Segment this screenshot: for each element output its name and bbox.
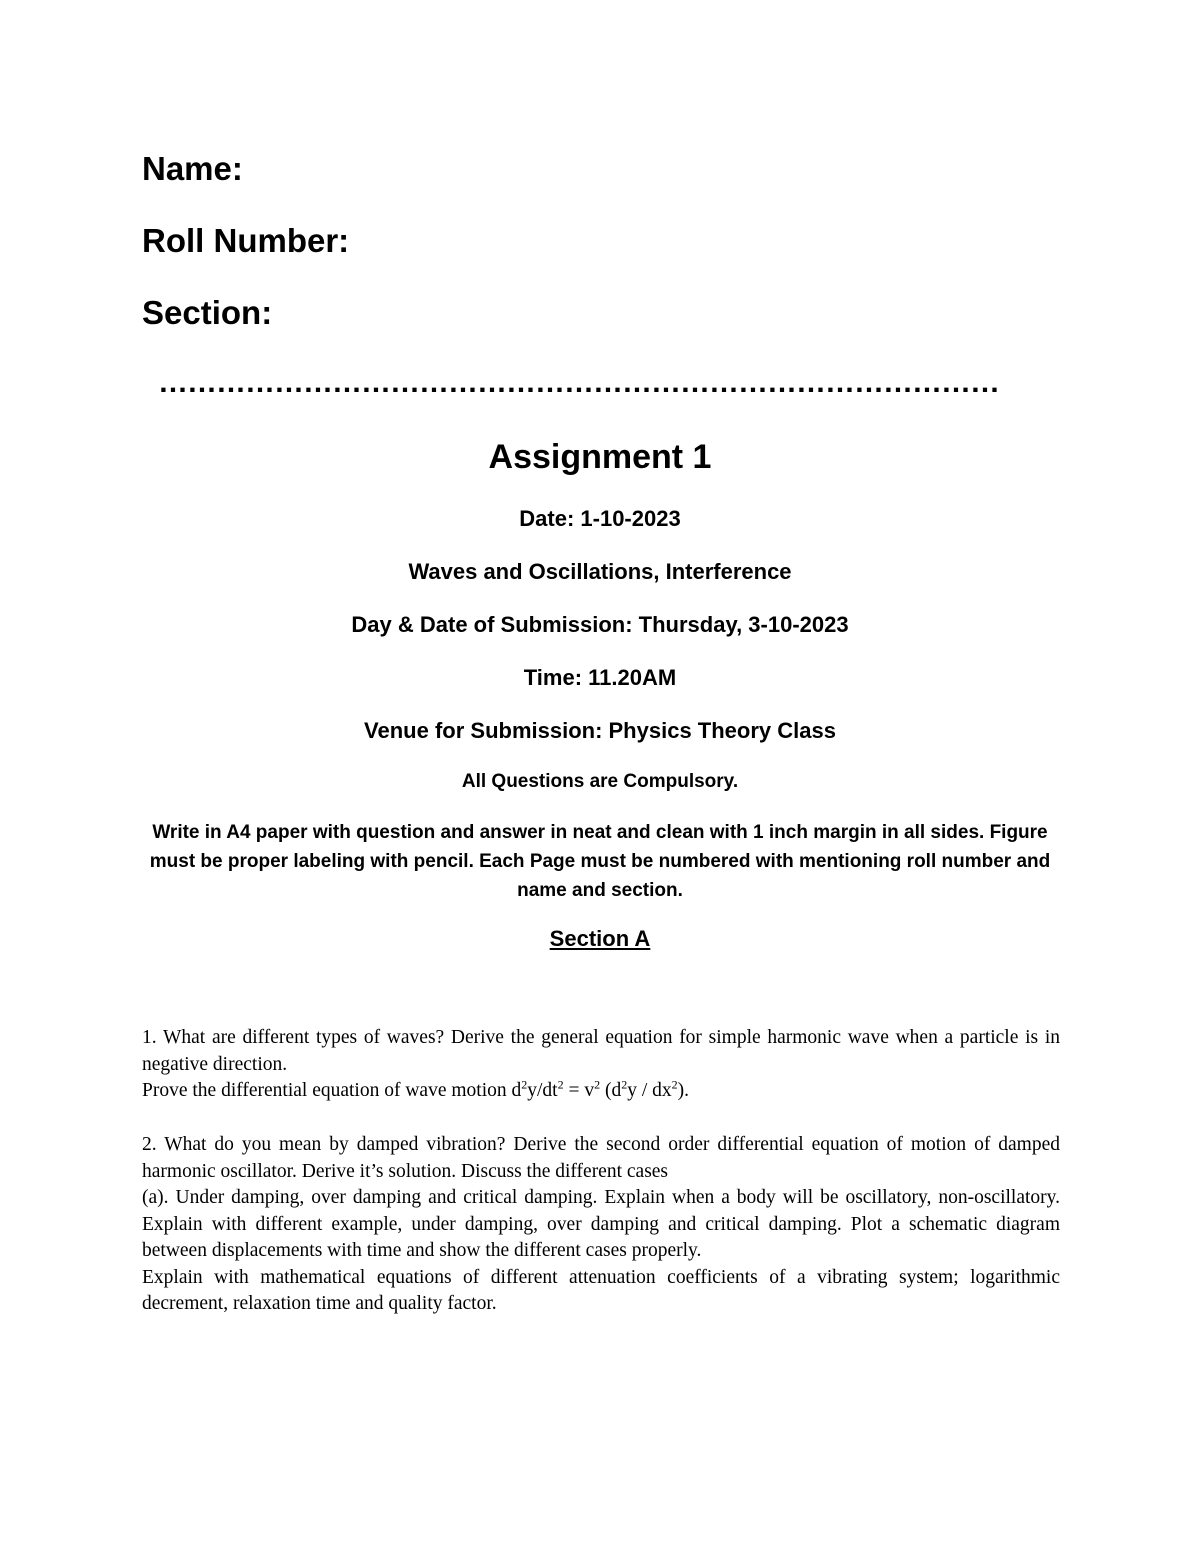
assignment-date: Date: 1-10-2023 xyxy=(519,506,681,531)
question-1-text: 1. What are different types of waves? Derive the general equation for simple harmonic wave when a particle is in negative direction. xyxy=(142,1027,1060,1075)
submission-time: Time: 11.20AM xyxy=(523,665,677,690)
roll-number-label: Roll Number: xyxy=(142,222,350,259)
assignment-topic: Waves and Oscillations, Interference xyxy=(408,559,792,584)
question-1 xyxy=(142,1025,1060,1105)
question-2-part-a: (a). Under damping, over damping and critical damping. Explain when a body will be oscillatory, non-oscillatory. Explain with different example, under damping, over damping and critical damping. Plot a schematic diagram between displacements with time and show the different cases properly. xyxy=(142,1187,1060,1261)
question-2-text: 2. What do you mean by damped vibration? Derive the second order differential equation of motion of damped harmonic oscillator. Derive it’s solution. Discuss the different cases xyxy=(142,1134,1060,1182)
section-label: Section: xyxy=(142,294,273,331)
section-a-heading: Section A xyxy=(549,926,651,951)
submission-date: Day & Date of Submission: Thursday, 3-10-2023 xyxy=(351,612,849,637)
instructions: Write in A4 paper with question and answer in neat and clean with 1 inch margin in all sides. Figure must be proper labeling with pencil. Each Page must be numbered with mentioning roll number and name and section. xyxy=(149,822,1051,901)
question-2-part-b: Explain with mathematical equations of different attenuation coefficients of a vibrating system; logarithmic decrement, relaxation time and quality factor. xyxy=(142,1266,1060,1314)
dotted-separator: …………………………………………………………………………… xyxy=(158,366,999,399)
submission-venue: Venue for Submission: Physics Theory Class xyxy=(364,718,836,743)
question-2 xyxy=(142,1132,1060,1318)
assignment-title: Assignment 1 xyxy=(488,438,712,476)
question-1-equation: Prove the differential equation of wave motion $d^2y/dt^2 = v^2$ $(d^2y / dx^2)$. xyxy=(142,1077,690,1101)
name-label: Name: xyxy=(142,150,243,187)
compulsory-note: All Questions are Compulsory. xyxy=(461,771,739,792)
